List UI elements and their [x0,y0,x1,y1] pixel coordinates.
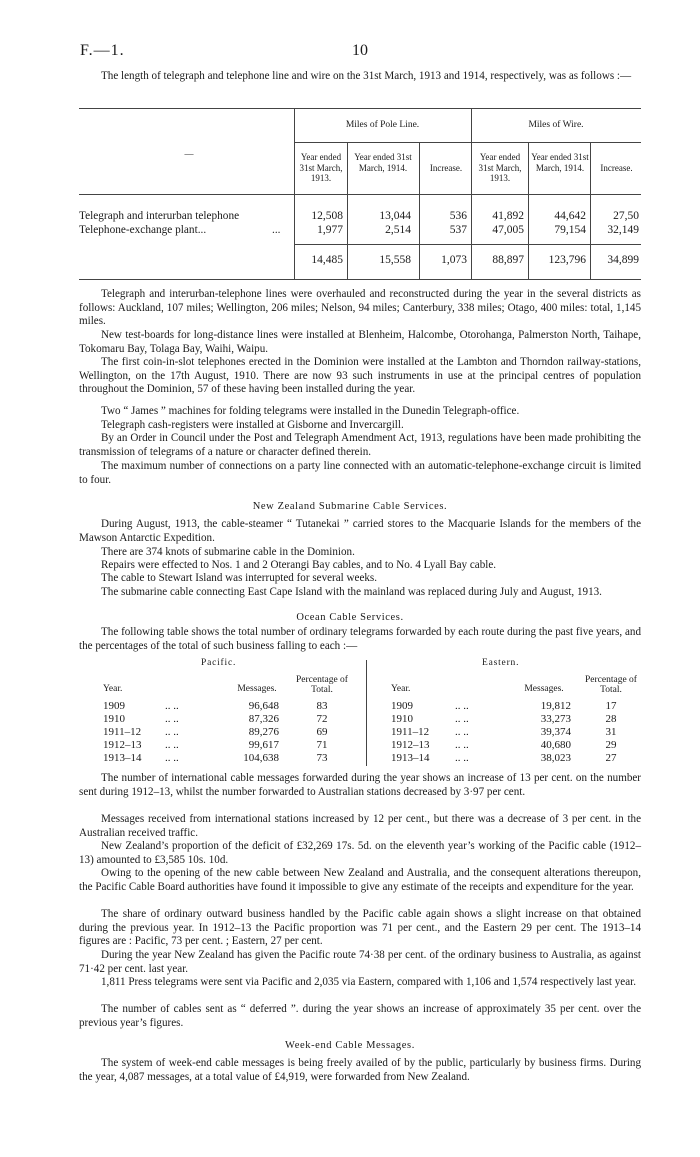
cell-wire-1913: 47,005 [492,224,524,236]
eastern-percentage: 28 [605,713,617,725]
section-heading-submarine: New Zealand Submarine Cable Services. [252,501,448,512]
ocean-cable-table [79,658,641,768]
eastern-year: 1913–14 [391,752,430,764]
leader-dots: .. .. [455,726,469,738]
paragraph: Owing to the opening of the new cable between New Zealand and Australia, and the consequent alterations thereupon, the Pacific Cable Board authorities have found it impossible to give any estimate of the receipts and expenditure for the year. [79,867,641,893]
paragraph: The first coin-in-slot telephones erected in the Dominion were installed at the Lambton and Thorndon railway-stations, Wellington, on the 17th August, 1910. There are now 93 such instruments in use at the principal centres of population throughout the Dominion, 57 of these having been installed during the year. [79,356,641,396]
line-wire-table [79,108,641,280]
col-wire-increase: Increase. [600,163,633,173]
pacific-year: 1913–14 [103,752,142,764]
pacific-year: 1911–12 [103,726,142,738]
total-wire-1914: 123,796 [548,254,586,266]
leader-dots: .. .. [165,752,179,764]
pacific-percentage: 69 [316,726,328,738]
cell-pole-1913: 1,977 [317,224,343,236]
cell-pole-increase: 537 [449,224,467,236]
table-divider [419,142,420,280]
cell-pole-1914: 13,044 [379,210,411,222]
cell-pole-1913: 12,508 [311,210,343,222]
cell-wire-increase: 32,149 [607,224,639,236]
stub-dash: — [184,149,194,159]
row-label: Telegraph and interurban telephone [79,210,240,222]
paragraph: The following table shows the total number of ordinary telegrams forwarded by each route during the past five years, and the percentages of the total of such business falling to each :— [79,626,641,652]
paragraph: 1,811 Press telegrams were sent via Pacific and 2,035 via Eastern, compared with 1,106 and 1,574 respectively last year. [101,976,637,988]
col-pole-1913: Year ended 31st March, 1913. [299,152,343,183]
total-wire-1913: 88,897 [492,254,524,266]
table-divider [347,142,348,280]
paragraph: The share of ordinary outward business handled by the Pacific cable again shows a slight increase on that obtained during the previous year. In 1912–13 the Pacific proportion was 71 per cent., and the Eastern 29 per cent. The 1913–14 figures are : Pacific, 73 per cent. ; Eastern, 27 per cent. [79,908,641,948]
cell-wire-1913: 41,892 [492,210,524,222]
pacific-percentage: 72 [316,713,328,725]
pacific-percentage: 71 [316,739,328,751]
paragraph: During the year New Zealand has given the Pacific route 74·38 per cent. of the ordinary business to Australia, as against 71·42 per cent. last year. [79,949,641,975]
total-pole-increase: 1,073 [441,254,467,266]
eastern-year: 1912–13 [391,739,430,751]
pacific-year: 1909 [103,700,125,712]
pacific-messages: 89,276 [248,726,279,738]
paragraph: By an Order in Council under the Post and Telegraph Amendment Act, 1913, regulations have been made prohibiting the transmission of telegrams of a nature or character defined therein. [79,432,641,458]
paragraph: New Zealand’s proportion of the deficit of £32,269 17s. 5d. on the eleventh year’s working of the Pacific cable (1912–13) amounted to £3,585 10s. 10d. [79,840,641,866]
paragraph: During August, 1913, the cable-steamer “ Tutanekai ” carried stores to the Macquarie Islands for the members of the Mawson Antarctic Expedition. [79,518,641,544]
total-pole-1914: 15,558 [379,254,411,266]
cell-pole-increase: 536 [449,210,467,222]
paragraph: Two “ James ” machines for folding telegrams were installed in the Dunedin Telegraph-office. [101,405,520,417]
paragraph: The number of international cable messages forwarded during the year shows an increase of 13 per cent. on the number sent during 1912–13, whilst the number forwarded to Australian stations decreased by 3·97 per cent. [79,772,641,798]
pacific-percentage: 73 [316,752,328,764]
col-messages: Messages. [524,684,564,694]
leader-dots: .. .. [165,739,179,751]
eastern-percentage: 17 [605,700,617,712]
paragraph: The maximum number of connections on a party line connected with an automatic-telephone-exchange circuit is limited to four. [79,460,641,486]
page-number: 10 [352,42,368,59]
eastern-messages: 38,023 [540,752,571,764]
cell-wire-1914: 79,154 [554,224,586,236]
total-wire-increase: 34,899 [607,254,639,266]
pacific-year: 1910 [103,713,125,725]
eastern-percentage: 27 [605,752,617,764]
total-pole-1913: 14,485 [311,254,343,266]
pacific-messages: 87,326 [248,713,279,725]
col-messages: Messages. [237,684,277,694]
col-wire-1914: Year ended 31st March, 1914. [531,152,589,173]
paragraph: Repairs were effected to Nos. 1 and 2 Oterangi Bay cables, and to No. 4 Lyall Bay cable. [101,559,497,571]
paragraph: The system of week-end cable messages is being freely availed of by the public, particularly by business firms. During the year, 4,087 messages, at a total value of £4,919, were forwarded from New Zealand. [79,1057,641,1083]
report-code: F.—1. [80,42,125,59]
paragraph: The cable to Stewart Island was interrupted for several weeks. [101,572,378,584]
paragraph: New test-boards for long-distance lines were installed at Blenheim, Halcombe, Otorohanga, Palmerston North, Taihape, Tokomaru Bay, Tolaga Bay, Waihi, Waipu. [79,329,641,355]
table-bottom-rule [79,279,641,280]
intro-paragraph: The length of telegraph and telephone line and wire on the 31st March, 1913 and 1914, respectively, was as follows :— [101,70,632,82]
total-rule [294,244,641,245]
paragraph: Telegraph and interurban-telephone lines were overhauled and reconstructed during the year in the several districts as follows: Auckland, 107 miles; Wellington, 206 miles; Nelson, 94 miles; Canterbury, 338 miles; Otago, 400 miles: total, 1,145 miles. [79,288,641,328]
pacific-messages: 96,648 [248,700,279,712]
col-year: Year. [391,684,411,694]
col-percentage: Percentage of Total. [585,675,637,695]
leader-dots: .. .. [165,726,179,738]
group-header-wire: Miles of Wire. [528,120,584,130]
eastern-messages: 19,812 [540,700,571,712]
leader-dots: .. .. [455,713,469,725]
pacific-title: Pacific. [201,658,237,668]
row-label: Telephone-exchange plant... [79,224,207,236]
eastern-messages: 40,680 [540,739,571,751]
col-wire-1913: Year ended 31st March, 1913. [478,152,522,183]
table-top-rule [79,108,641,109]
eastern-percentage: 29 [605,739,617,751]
leader-dots: .. .. [455,739,469,751]
leader-dots: .. .. [455,752,469,764]
eastern-year: 1910 [391,713,413,725]
cell-wire-increase: 27,50 [613,210,639,222]
paragraph: The submarine cable connecting East Cape Island with the mainland was replaced during July and August, 1913. [101,586,602,598]
eastern-year: 1911–12 [391,726,430,738]
pacific-percentage: 83 [316,700,328,712]
eastern-messages: 33,273 [540,713,571,725]
group-rule [294,142,641,143]
pacific-messages: 99,617 [248,739,279,751]
cell-pole-1914: 2,514 [385,224,411,236]
eastern-percentage: 31 [605,726,617,738]
paragraph: The number of cables sent as “ deferred ”. during the year shows an increase of approximately 35 per cent. over the previous year’s figures. [79,1003,641,1029]
pacific-year: 1912–13 [103,739,142,751]
eastern-messages: 39,374 [540,726,571,738]
col-percentage: Percentage of Total. [296,675,348,695]
cell-wire-1914: 44,642 [554,210,586,222]
eastern-year: 1909 [391,700,413,712]
group-header-pole: Miles of Pole Line. [345,120,420,130]
leader-dots: ... [272,224,281,236]
paragraph: There are 374 knots of submarine cable in the Dominion. [101,546,355,558]
table-divider [366,660,367,766]
leader-dots: .. .. [165,700,179,712]
col-pole-1914: Year ended 31st March, 1914. [354,152,412,173]
section-heading-ocean: Ocean Cable Services. [296,612,404,623]
table-divider [590,142,591,280]
leader-dots: .. .. [455,700,469,712]
table-divider [528,142,529,280]
leader-dots: .. .. [165,713,179,725]
paragraph: Messages received from international stations increased by 12 per cent., but there was a decrease of 3 per cent. in the Australian received traffic. [79,813,641,839]
pacific-messages: 104,638 [243,752,279,764]
col-pole-increase: Increase. [429,163,463,173]
header-rule [79,194,641,195]
paragraph: Telegraph cash-registers were installed at Gisborne and Invercargill. [101,419,404,431]
section-heading-weekend: Week-end Cable Messages. [285,1040,415,1051]
col-year: Year. [103,684,123,694]
eastern-title: Eastern. [482,658,520,668]
